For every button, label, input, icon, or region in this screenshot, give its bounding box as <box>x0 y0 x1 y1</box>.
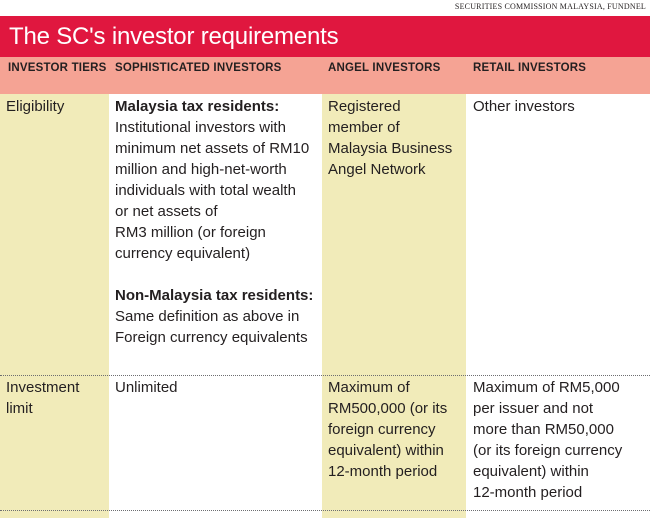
header-investor-tiers: INVESTOR TIERS <box>8 62 107 74</box>
cell-line: Same definition as above in <box>115 308 300 325</box>
cell-line: Registered <box>328 98 401 115</box>
limit-retail-cell <box>473 377 622 503</box>
cell-line: individuals with total wealth <box>115 182 296 199</box>
row-label-investment-limit <box>6 377 79 419</box>
cell-line: more than RM50,000 <box>473 421 614 438</box>
cell-line: Maximum of <box>328 379 410 396</box>
cell-line: (or its foreign currency <box>473 442 623 459</box>
title-bar <box>0 16 650 57</box>
cell-subheading: Malaysia tax residents: <box>115 98 280 115</box>
cell-line: Other investors <box>473 98 575 115</box>
cell-line: Foreign currency equivalents <box>115 329 308 346</box>
limit-angel-cell <box>328 377 447 482</box>
row-label-line: Eligibility <box>6 98 65 115</box>
investor-tiers-column-background <box>0 94 109 518</box>
cell-line: Institutional investors with <box>115 119 286 136</box>
eligibility-angel-cell <box>328 96 452 180</box>
cell-line: RM500,000 (or its <box>328 400 448 417</box>
row-label-line: limit <box>6 400 33 417</box>
cell-line: per issuer and not <box>473 400 594 417</box>
cell-line: 12-month period <box>328 463 438 480</box>
source-credit: SECURITIES COMMISSION MALAYSIA, FUNDNEL <box>454 2 646 11</box>
table-header-row <box>0 57 650 94</box>
cell-line: equivalent) within <box>328 442 444 459</box>
row-label-eligibility <box>6 96 64 117</box>
cell-line: equivalent) within <box>473 463 589 480</box>
row-divider <box>0 510 650 511</box>
eligibility-retail-cell <box>473 96 575 117</box>
eligibility-sophisticated-cell <box>115 96 313 348</box>
cell-line: minimum net assets of RM10 <box>115 140 310 157</box>
cell-line: Unlimited <box>115 379 178 396</box>
header-angel-investors: ANGEL INVESTORS <box>328 62 441 74</box>
cell-line: currency equivalent) <box>115 245 251 262</box>
cell-line: Maximum of RM5,000 <box>473 379 620 396</box>
cell-subheading: Non-Malaysia tax residents: <box>115 287 314 304</box>
row-label-line: Investment <box>6 379 80 396</box>
cell-line: RM3 million (or foreign <box>115 224 266 241</box>
cell-line: Angel Network <box>328 161 426 178</box>
cell-line: million and high-net-worth <box>115 161 287 178</box>
cell-line: Malaysia Business <box>328 140 453 157</box>
row-divider <box>0 375 650 376</box>
limit-sophisticated-cell <box>115 377 178 398</box>
cell-line: 12-month period <box>473 484 583 501</box>
cell-line: foreign currency <box>328 421 436 438</box>
page-title: The SC's investor requirements <box>9 23 339 50</box>
cell-line: or net assets of <box>115 203 218 220</box>
header-retail-investors: RETAIL INVESTORS <box>473 62 587 74</box>
header-sophisticated-investors: SOPHISTICATED INVESTORS <box>115 62 282 74</box>
cell-line: member of <box>328 119 400 136</box>
